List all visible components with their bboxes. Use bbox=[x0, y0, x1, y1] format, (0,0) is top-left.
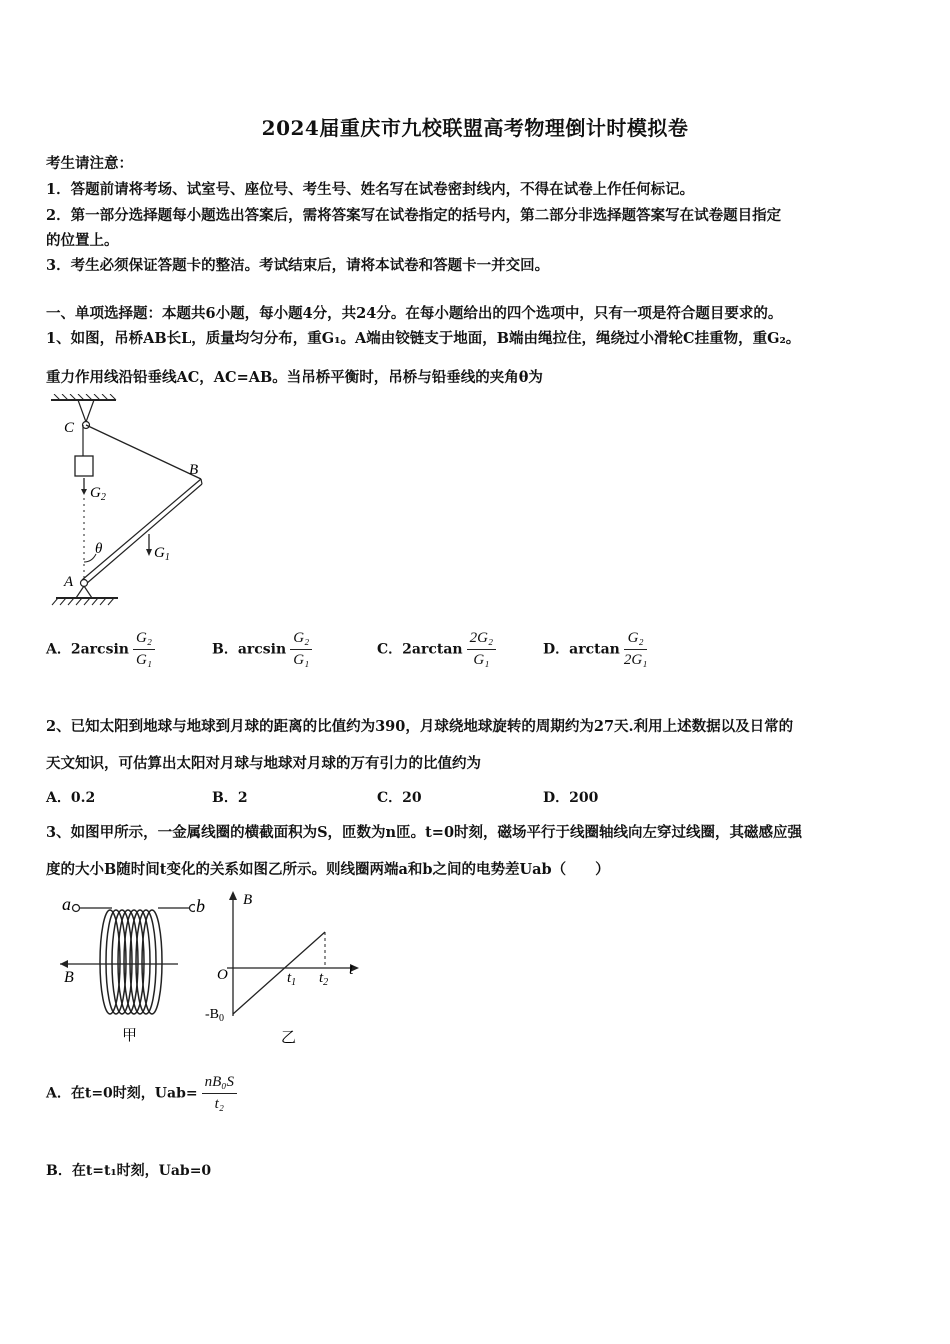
svg-text:b: b bbox=[196, 896, 205, 916]
notice-item-3: 3．考生必须保证答题卡的整洁。考试结束后，请将本试卷和答题卡一并交回。 bbox=[46, 257, 550, 274]
weight-g2 bbox=[75, 456, 93, 476]
notice-item-1: 1．答题前请将考场、试室号、座位号、考生号、姓名写在试卷密封线内，不得在试卷上作任何标记。 bbox=[46, 181, 695, 198]
label-jia: 甲 bbox=[122, 1028, 138, 1044]
q1-option-b[interactable]: B．arcsin $\frac{\text{G₂}}{\text{G₁}}$ bbox=[212, 630, 312, 669]
q2-option-d[interactable]: D．200 bbox=[543, 790, 599, 806]
q1-option-c[interactable]: C．2arctan $\frac{\text{2G₂}}{\text{G₁}}$ bbox=[377, 630, 496, 669]
q2-option-a[interactable]: A．0.2 bbox=[46, 790, 96, 806]
page-title: 2024届重庆市九校联盟高考物理倒计时模拟卷 bbox=[261, 116, 689, 140]
notice-item-2: 2．第一部分选择题每小题选出答案后，需将答案写在试卷指定的括号内，第二部分非选择题答案写在试卷题目指定 bbox=[46, 207, 782, 224]
label-yi: 乙 bbox=[281, 1030, 297, 1046]
section-heading: 一、单项选择题：本题共6小题，每小题4分，共24分。在每小题给出的四个选项中，只有一项是符合题目要求的。 bbox=[46, 305, 783, 322]
q1-option-d[interactable]: D．arctan $\frac{\text{G₂}}{\text{2G₁}}$ bbox=[543, 630, 648, 668]
q1-option-a[interactable]: A．2arcsin $\frac{\text{G₂}}{\text{G₁}}$ bbox=[46, 630, 155, 669]
q2-line1: 2、已知太阳到地球与地球到月球的距离的比值约为390，月球绕地球旋转的周期约为27天.利用上述数据以及日常的 bbox=[46, 718, 794, 735]
q3-option-b[interactable]: B．在t=t₁时刻，Uab=0 bbox=[46, 1163, 212, 1179]
notice-heading: 考生请注意： bbox=[46, 155, 133, 172]
label-b-field: B bbox=[64, 969, 74, 986]
label-t-axis: t bbox=[349, 961, 354, 978]
q2-option-c[interactable]: C．20 bbox=[377, 790, 422, 806]
label-neg-b0: $-B_0$ bbox=[205, 1007, 224, 1024]
label-g1: $G_1$ bbox=[154, 545, 170, 563]
label-theta: θ bbox=[95, 541, 103, 557]
label-c: C bbox=[64, 420, 75, 436]
label-b-axis: B bbox=[243, 892, 253, 908]
label-a: A bbox=[64, 574, 74, 590]
q3-bt-graph bbox=[203, 888, 363, 1050]
q1-line2: 重力作用线沿铅垂线AC，AC=AB。当吊桥平衡时，吊桥与铅垂线的夹角θ为 bbox=[46, 369, 543, 386]
q3-line1: 3、如图甲所示，一金属线圈的横截面积为S，匝数为n匝。t=0时刻，磁场平行于线圈轴线向左穿过线圈，其磁感应强 bbox=[46, 824, 803, 841]
q3-option-a[interactable]: A．在t=0时刻，Uab= $\frac{\text{nB₀S}}{\text{t₂}}$ bbox=[46, 1074, 237, 1113]
b-line bbox=[233, 932, 325, 1014]
q2-option-b[interactable]: B．2 bbox=[212, 790, 248, 806]
q2-line2: 天文知识，可估算出太阳对月球与地球对月球的万有引力的比值约为 bbox=[46, 755, 481, 772]
rope-cb bbox=[86, 425, 201, 479]
q1-line1: 1、如图，吊桥AB长L，质量均匀分布，重G₁。A端由铰链支于地面，B端由绳拉住，绳绕过小滑轮C挂重物，重G₂。 bbox=[46, 330, 801, 347]
label-g2: $G_2$ bbox=[90, 485, 106, 503]
label-a: a bbox=[62, 894, 71, 914]
label-origin: O bbox=[217, 967, 228, 983]
label-b: B bbox=[189, 462, 199, 478]
q1-drawbridge-diagram bbox=[46, 394, 216, 616]
q3-line2: 度的大小B随时间t变化的关系如图乙所示。则线圈两端a和b之间的电势差Uab（ ） bbox=[46, 861, 610, 878]
q3-coil-figure bbox=[50, 888, 195, 1050]
label-t1: $t_1$ bbox=[287, 970, 297, 988]
label-t2: $t_2$ bbox=[319, 970, 329, 988]
hinge-a bbox=[81, 580, 88, 587]
notice-item-2-cont: 的位置上。 bbox=[46, 232, 119, 249]
